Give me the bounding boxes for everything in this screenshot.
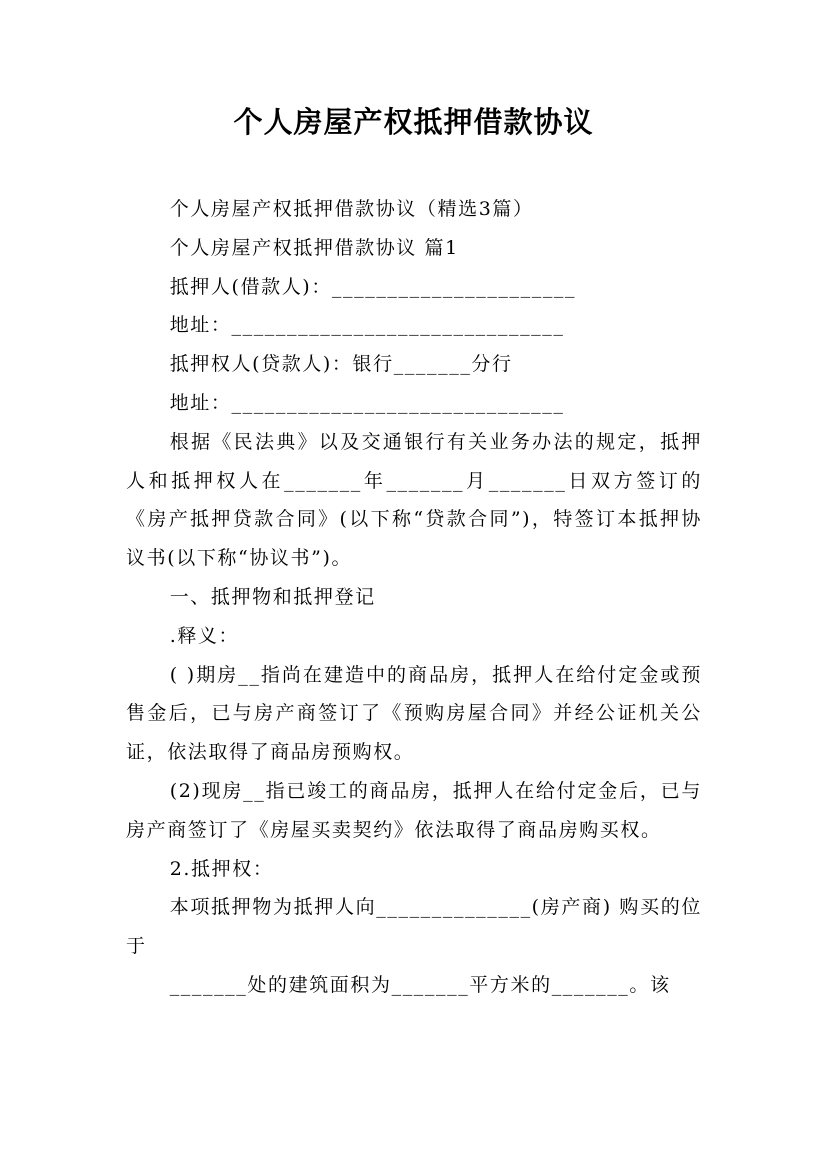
paragraph-mortgagor: 抵押人(借款人)：______________________ [169, 275, 577, 298]
document-body [126, 190, 702, 1005]
paragraph-collateral: 本项抵押物为抵押人向______________(房产商) 购买的位于 [126, 896, 702, 958]
paragraph-intro: 个人房屋产权抵押借款协议（精选3篇） [169, 198, 534, 220]
paragraph-mortgagee-address: 地址：______________________________ [169, 391, 565, 414]
paragraph-section-heading: 个人房屋产权抵押借款协议 篇1 [169, 236, 459, 259]
paragraph-definitions: .释义： [169, 624, 240, 647]
paragraph-mortgagor-address: 地址：______________________________ [169, 314, 565, 337]
paragraph-mortgage-right: 2.抵押权： [169, 857, 274, 880]
paragraph-existing-house: (2)现房__指已竣工的商品房，抵押人在给付定金后，已与房产商签订了《房屋买卖契约》依法取得了商品房购买权。 [126, 779, 702, 841]
paragraph-basis: 根据《民法典》以及交通银行有关业务办法的规定，抵押人和抵押权人在_______年_______月_______日双方签订的《房产抵押贷款合同》(以下称“贷款合同”)，特签订本抵押协议书(以下称“协议书”)。 [126, 430, 702, 570]
paragraph-mortgagee: 抵押权人(贷款人)：银行_______分行 [169, 353, 513, 376]
document-title: 个人房屋产权抵押借款协议 [233, 105, 594, 139]
paragraph-collateral-location: _______处的建筑面积为_______平方米的_______。该 [169, 973, 671, 996]
paragraph-future-house: ( )期房__指尚在建造中的商品房，抵押人在给付定金或预售金后，已与房产商签订了《预购房屋合同》并经公证机关公证，依法取得了商品房预购权。 [126, 663, 702, 764]
paragraph-part-one: 一、抵押物和抵押登记 [169, 585, 376, 608]
